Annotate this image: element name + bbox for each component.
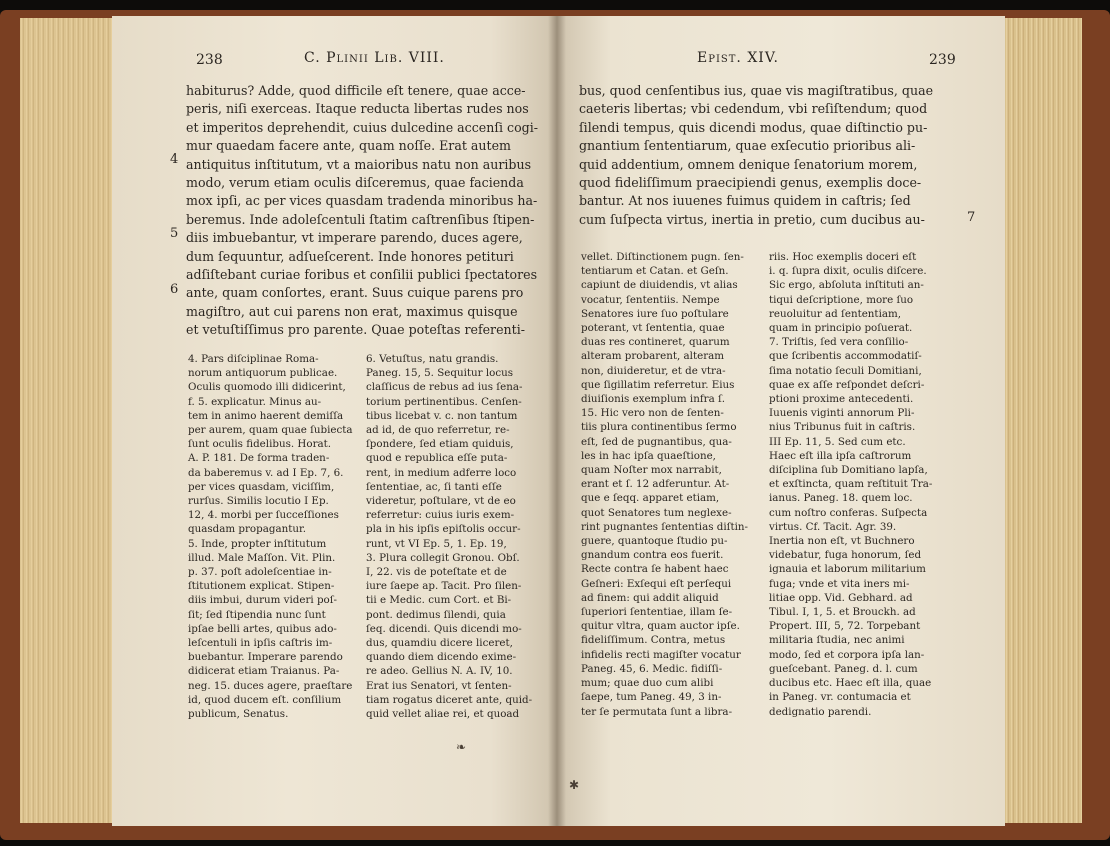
note-line: 5. Inde, propter inſtitutum [188,537,327,550]
note-line: ſaepe, tum Paneg. 49, 3 in- [581,691,722,704]
note-line: didicerat etiam Traianus. Pa- [188,665,340,678]
text-line: peris, niſi exerceas. Itaque reducta libertas rudes nos [186,101,529,117]
left-notes-col-1 [188,352,356,721]
right-notes-col-2 [769,250,957,719]
note-line: ſunt oculis fidelibus. Horat. [188,438,332,451]
note-line: reuoluitur ad ſententiam, [769,307,902,320]
note-line: tibus licebat v. c. non tantum [366,409,518,422]
note-line: referretur: cuius iuris exem- [366,509,515,522]
note-line: per aurem, quam quae ſubiecta [188,424,353,437]
note-line: Oculis quomodo illi didicerint, [188,381,346,394]
text-line: bus, quod cenſentibus ius, quae vis magiſtratibus, quae [579,83,934,98]
note-line: diſciplina ſub Domitiano lapſa, [769,464,928,477]
note-line: ſima notatio ſeculi Domitiani, [769,364,922,377]
text-line: bantur. At nos iuuenes fuimus quidem in caſtris; ſed [579,193,911,209]
note-line: ſuperiori ſententiae, illam ſe- [581,606,733,619]
note-line: fideliſſimum. Contra, metus [581,634,726,647]
right-body-text [579,82,959,229]
text-line: adſiſtebant curiae foribus et conſilii publici ſpectatores [186,267,538,283]
text-line: beremus. Inde adoleſcentuli ſtatim caſtrenſibus ſtipen- [186,211,535,227]
left-running-head: C. Plinii Lib. VIII. [304,50,445,66]
note-line: publicum, Senatus. [188,708,289,721]
note-line: ſit; ſed ſtipendia nunc ſunt [188,608,326,621]
margin-section-number: 6 [170,282,179,297]
note-line: quae ex aſſe reſpondet deſcri- [769,378,925,391]
note-line: pla in his ipſis epiſtolis occur- [366,523,521,536]
ink-mark: ❧ [456,740,467,754]
text-line: magiſtro, aut cui parens non erat, maximus quisque [186,303,518,319]
note-line: ſpondere, ſed etiam quiduis, [366,438,514,451]
note-line: dedignatio parendi. [769,705,872,718]
note-line: I, 22. vis de poteſtate et de [366,566,507,579]
note-line: quasdam propagantur. [188,523,307,536]
note-line: les in hac ipſa quaeſtione, [581,449,716,462]
right-page-number: 239 [929,52,956,68]
text-line: cum ſuſpecta virtus, inertia in pretio, cum ducibus au- [579,211,925,227]
note-line: ſententiae, ac, ſi tanti eſſe [366,480,502,493]
note-line: re adeo. Gellius N. A. IV, 10. [366,665,513,678]
note-line: riis. Hoc exemplis doceri eſt [769,251,917,263]
note-line: que ſigillatim referretur. Eius [581,378,735,391]
text-line: mur quaedam facere ante, quam noſſe. Erat autem [186,138,511,154]
note-line: Tibul. I, 1, 5. et Brouckh. ad [769,606,916,619]
note-line: pont. dedimus ſilendi, quia [366,608,506,621]
note-line: neg. 15. duces agere, praeſtare [188,679,353,692]
note-line: 4. Pars diſciplinae Roma- [188,353,319,365]
left-page-number: 238 [196,52,223,68]
note-line: 7. Triſtis, ſed vera conſilio- [769,336,909,349]
note-line: tii e Medic. cum Cort. et Bi- [366,594,512,607]
note-line: nius Tribunus fuit in caſtris. [769,421,916,434]
note-line: capiunt de diuidendis, vt alias [581,279,738,292]
note-line: III Ep. 11, 5. Sed cum etc. [769,435,906,448]
note-line: quid vellet aliae rei, et quoad [366,708,520,721]
note-line: ad finem: qui addit aliquid [581,591,719,604]
note-line: 6. Vetuſtus, natu grandis. [366,353,499,365]
note-line: gueſcebant. Paneg. d. l. cum [769,662,918,675]
note-line: Haec eſt illa ipſa caſtrorum [769,449,912,462]
text-line: habiturus? Adde, quod difficile eſt tenere, quae acce- [186,83,526,98]
note-line: tiqui deſcriptione, more ſuo [769,293,914,306]
note-line: rint pugnantes ſententias diſtin- [581,520,749,533]
right-page-edges [1000,18,1082,823]
note-line: i. q. ſupra dixit, oculis diſcere. [769,265,927,278]
note-line: dus, quamdiu dicere liceret, [366,637,513,650]
note-line: tiis plura continentibus ſermo [581,421,737,434]
text-line: et imperitos deprehendit, cuius dulcedine accenſi cogi- [186,119,539,135]
note-line: rurſus. Similis locutio I Ep. [188,495,329,508]
note-line: et exſtincta, quam reſtituit Tra- [769,478,933,491]
note-line: litiae opp. Vid. Gebhard. ad [769,591,913,604]
note-line: ad id, de quo referretur, re- [366,424,510,437]
note-line: f. 5. explicatur. Minus au- [188,395,322,408]
note-line: infidelis recti magiſter vocatur [581,648,741,661]
left-page-edges [20,18,120,823]
note-line: diis imbui, durum videri poſ- [188,594,338,607]
text-line: diis imbuebantur, vt imperare parendo, duces agere, [186,230,523,246]
note-line: vellet. Diſtinctionem pugn. ſen- [581,251,744,263]
note-line: tem in animo haerent demiſſa [188,409,344,422]
margin-section-number: 4 [170,152,179,167]
ink-mark: ✱ [569,778,580,792]
note-line: quam Noſter mox narrabit, [581,464,722,477]
note-line: Geſneri: Exſequi eſt perſequi [581,577,732,590]
note-line: quando diem dicendo exime- [366,651,517,664]
note-line: eſt, ſed de pugnantibus, qua- [581,435,732,448]
note-line: quitur vltra, quam auctor ipſe. [581,620,740,633]
note-line: videbatur, fuga honorum, ſed [769,549,922,562]
note-line: quam in principio poſuerat. [769,322,913,335]
text-line: ſilendi tempus, quis dicendi modus, quae diſtinctio pu- [579,119,928,135]
note-line: alteram probarent, alteram [581,350,725,363]
note-line: ter ſe permutata ſunt a libra- [581,705,733,718]
note-line: ipſae belli artes, quibus ado- [188,622,337,635]
text-line: et vetuſtiſſimus pro parente. Quae poteſtas referenti- [186,322,525,338]
note-line: militaria ſtudia, nec animi [769,634,905,647]
note-line: id, quod ducem eſt. conſilium [188,693,342,706]
text-line: mox ipſi, ac per vices quasdam tradenda minoribus ha- [186,193,538,209]
note-line: ducibus etc. Haec eſt illa, quae [769,677,932,690]
note-line: Senatores iure ſuo poſtulare [581,307,729,320]
note-line: ianus. Paneg. 18. quem loc. [769,492,913,505]
note-line: gnandum contra eos fuerit. [581,549,724,562]
note-line: runt, vt VI Ep. 5, 1. Ep. 19, [366,537,507,550]
right-notes-col-1 [581,250,765,719]
note-line: Recte contra ſe habent haec [581,563,729,576]
note-line: vocatur, ſententiis. Nempe [581,293,720,306]
note-line: modo, ſed et corpora ipſa lan- [769,648,925,661]
note-line: p. 37. poſt adoleſcentiae in- [188,566,332,579]
note-line: in Paneg. vr. contumacia et [769,691,911,704]
note-line: per vices quasdam, viciſſim, [188,480,335,493]
note-line: buebantur. Imperare parendo [188,651,343,664]
note-line: videretur, poſtulare, vt de eo [366,495,516,508]
note-line: Paneg. 45, 6. Medic. fidiſſi- [581,662,723,675]
left-body-text [186,82,542,340]
note-line: duas res contineret, quarum [581,336,730,349]
note-line: illud. Male Maſſon. Vit. Plin. [188,551,336,564]
note-line: 15. Hic vero non de ſenten- [581,407,724,420]
note-line: que e ſeqq. apparet etiam, [581,492,720,505]
note-line: poterant, vt ſententia, quae [581,322,725,335]
note-line: que ſcribentis accommodatiſ- [769,350,922,363]
note-line: tentiarum et Catan. et Geſn. [581,265,729,278]
note-line: Erat ius Senatori, vt ſenten- [366,679,512,692]
left-notes-col-2 [366,352,546,721]
note-line: Propert. III, 5, 72. Torpebant [769,620,921,633]
note-line: tiam rogatus diceret ante, quid- [366,693,533,706]
text-line: modo, verum etiam oculis diſceremus, quae facienda [186,175,524,191]
book-gutter [548,16,566,826]
note-line: cum noſtro conferas. Suſpecta [769,506,928,519]
note-line: A. P. 181. De forma traden- [188,452,330,465]
note-line: Paneg. 15, 5. Sequitur locus [366,367,514,380]
text-line: dum ſequuntur, adſueſcerent. Inde honores petituri [186,248,514,264]
note-line: virtus. Cf. Tacit. Agr. 39. [769,520,897,533]
note-line: leſcentuli in ipſis caſtris im- [188,637,333,650]
note-line: torium pertinentibus. Cenſen- [366,395,522,408]
note-line: iure ſaepe ap. Tacit. Pro ſilen- [366,580,522,593]
note-line: da baberemus v. ad I Ep. 7, 6. [188,466,344,479]
note-line: rent, in medium adferre loco [366,466,517,479]
text-line: caeteris libertas; vbi cedendum, vbi reſiſtendum; quod [579,101,928,117]
note-line: 12, 4. morbi per ſucceſſiones [188,509,339,522]
note-line: diuiſionis exemplum infra ſ. [581,393,726,406]
note-line: Iuuenis viginti annorum Pli- [769,407,915,420]
text-line: quod fideliſſimum praecipiendi genus, exemplis doce- [579,175,922,191]
note-line: claſſicus de rebus ad ius ſena- [366,381,523,394]
note-line: mum; quae duo cum alibi [581,677,714,690]
note-line: 3. Plura collegit Gronou. Obſ. [366,551,520,564]
note-line: ignauia et laborum militarium [769,563,926,576]
left-page [112,16,557,826]
text-line: quid addentium, omnem denique ſenatorium morem, [579,156,918,172]
note-line: quod e republica eſſe puta- [366,452,508,465]
text-line: ante, quam conſortes, erant. Suus cuique parens pro [186,285,524,301]
note-line: guere, quantoque ſtudio pu- [581,535,728,548]
note-line: ſtitutionem explicat. Stipen- [188,580,335,593]
right-page [557,16,1005,826]
note-line: norum antiquorum publicae. [188,367,338,380]
right-running-head: Epist. XIV. [697,50,779,66]
note-line: erant et ſ. 12 adferuntur. At- [581,478,730,491]
note-line: ptioni proxime antecedenti. [769,393,914,406]
note-line: Sic ergo, abſoluta inſtituti an- [769,279,924,292]
note-line: Inertia non eſt, vt Buchnero [769,535,915,548]
text-line: antiquitus inſtitutum, vt a maioribus natu non auribus [186,156,532,172]
margin-section-number: 7 [967,210,976,225]
text-line: gnantium ſententiarum, quae exſecutio prioribus ali- [579,138,916,154]
note-line: non, diuideretur, et de vtra- [581,364,726,377]
margin-section-number: 5 [170,226,179,241]
note-line: quot Senatores tum neglexe- [581,506,732,519]
note-line: fuga; vnde et vita iners mi- [769,577,910,590]
note-line: ſeq. dicendi. Quis dicendi mo- [366,622,522,635]
